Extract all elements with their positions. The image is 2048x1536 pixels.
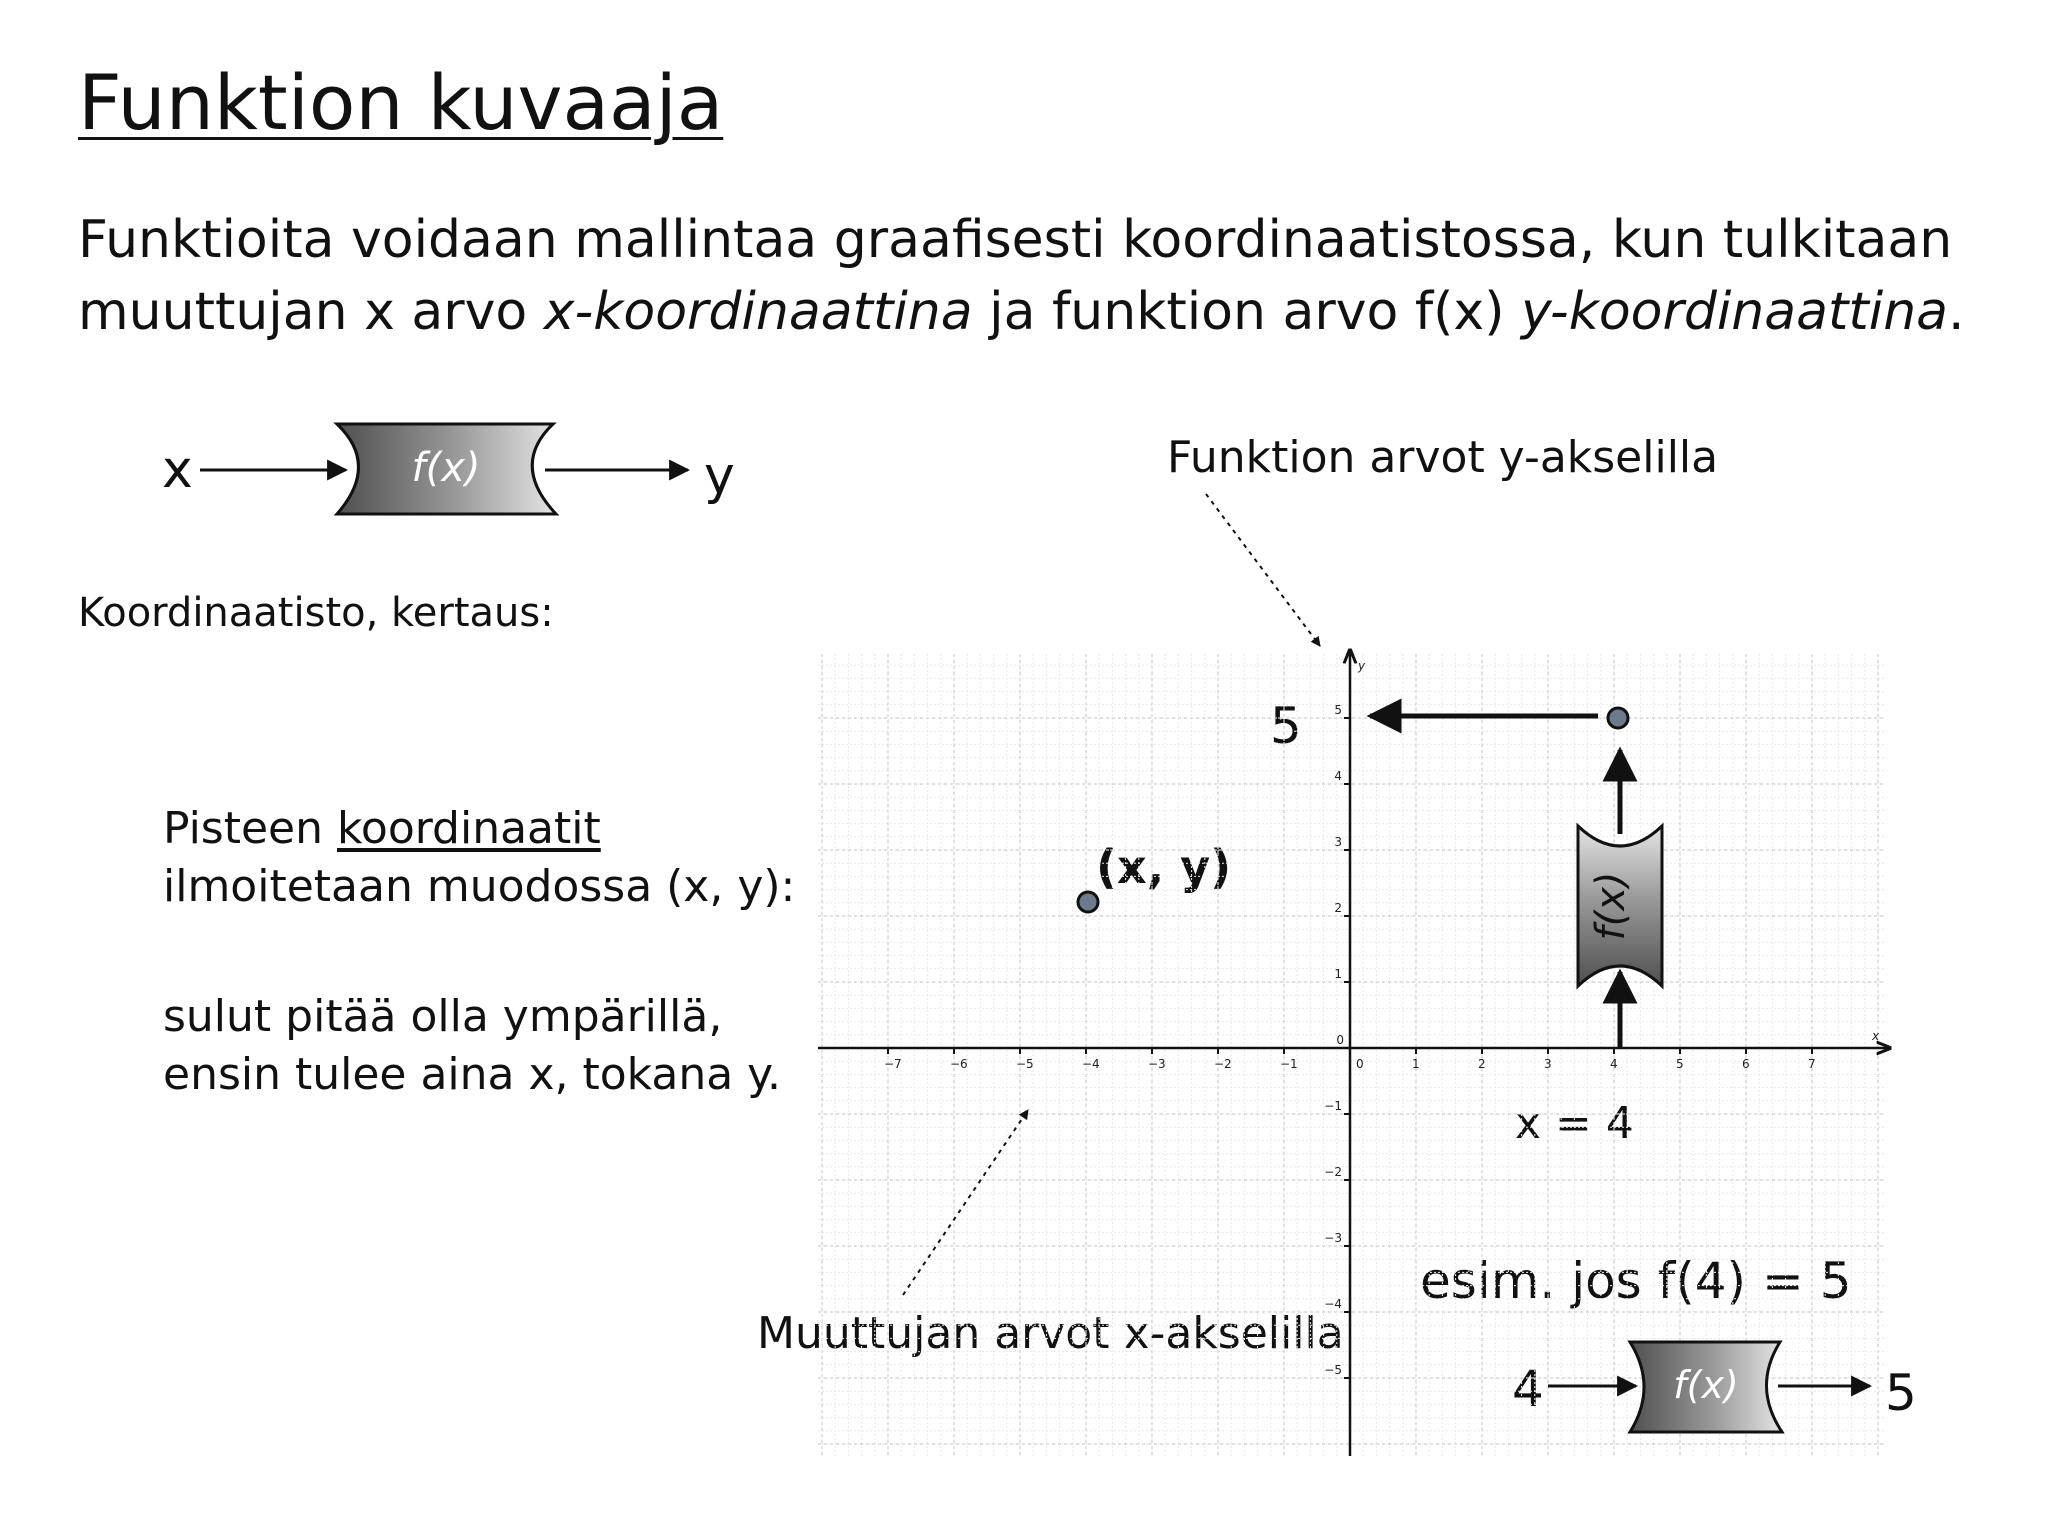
review-label: Koordinaatisto, kertaus:: [78, 590, 554, 636]
x-tick-label: 3: [1544, 1057, 1552, 1071]
x-tick-label: 1: [1412, 1057, 1420, 1071]
intro-text: muuttujan x arvo: [78, 282, 544, 342]
page-title: Funktion kuvaaja: [78, 58, 724, 147]
x-tick-label: −1: [1280, 1057, 1298, 1071]
x-tick-label: −4: [1082, 1057, 1100, 1071]
x-tick-label: −2: [1214, 1057, 1232, 1071]
coordinate-grid: [818, 654, 1886, 1456]
intro-x-term: x-koordinaattina: [543, 282, 973, 342]
y-tick-label: −5: [1324, 1363, 1342, 1377]
x-tick-label: −5: [1016, 1057, 1034, 1071]
x-axis-name: x: [1872, 1029, 1880, 1043]
machine-top-label: f(x): [411, 445, 481, 491]
value-5-label: 5: [1270, 697, 1302, 755]
point-text: Pisteen: [163, 803, 337, 854]
x-tick-label: 7: [1808, 1057, 1816, 1071]
machine-example-label: f(x): [1673, 1363, 1739, 1407]
point-keyword: koordinaatit: [336, 803, 601, 854]
intro-y-term: y-koordinaattina: [1521, 282, 1949, 342]
x-tick-label: 4: [1610, 1057, 1618, 1071]
intro-text: .: [1948, 282, 1965, 342]
y-tick-label: −4: [1324, 1297, 1342, 1311]
point-result: [1608, 708, 1628, 728]
y-tick-label: −3: [1324, 1231, 1342, 1245]
x-tick-label: 0: [1356, 1057, 1364, 1071]
y-tick-label: 5: [1334, 703, 1342, 717]
y-note-arrow: [1206, 494, 1320, 646]
x-tick-label: −7: [884, 1057, 902, 1071]
point-xy: [1078, 892, 1098, 912]
y-tick-label: 4: [1334, 769, 1342, 783]
intro-text: ja funktion arvo f(x): [972, 282, 1522, 342]
x-axis-note: Muuttujan arvot x-akselilla: [757, 1308, 1344, 1359]
x-tick-label: −6: [950, 1057, 968, 1071]
y-tick-label: 1: [1334, 967, 1342, 981]
x-note-arrow: [903, 1110, 1028, 1295]
example-input: 4: [1512, 1360, 1544, 1418]
x-tick-label: −3: [1148, 1057, 1166, 1071]
y-tick-label: 2: [1334, 901, 1342, 915]
point-line-4: ensin tulee aina x, tokana y.: [163, 1049, 781, 1100]
point-line-2: ilmoitetaan muodossa (x, y):: [163, 861, 796, 912]
y-axis-note: Funktion arvot y-akselilla: [1167, 432, 1719, 483]
point-xy-label: (x, y): [1096, 840, 1232, 894]
x-tick-label: 5: [1676, 1057, 1684, 1071]
point-line-3: sulut pitää olla ympärillä,: [163, 991, 723, 1042]
intro-line-1: Funktioita voidaan mallintaa graafisesti koordinaatistossa, kun tulkitaan: [78, 210, 1953, 270]
machine-top-output: y: [704, 446, 735, 506]
origin-label: 0: [1336, 1033, 1344, 1047]
example-output: 5: [1885, 1364, 1917, 1422]
x-equals-label: x = 4: [1515, 1098, 1634, 1149]
machine-top: [200, 424, 688, 514]
machine-example: [1548, 1342, 1870, 1432]
y-tick-label: 3: [1334, 835, 1342, 849]
x-tick-label: 6: [1742, 1057, 1750, 1071]
machine-top-input: x: [162, 440, 193, 500]
x-tick-label: 2: [1478, 1057, 1486, 1071]
machine-vertical: [1578, 826, 1662, 986]
y-tick-label: −2: [1324, 1165, 1342, 1179]
y-axis-name: y: [1358, 659, 1366, 673]
y-tick-label: −1: [1324, 1099, 1342, 1113]
example-text: esim. jos f(4) = 5: [1420, 1252, 1852, 1310]
machine-vertical-label: f(x): [1588, 871, 1634, 941]
